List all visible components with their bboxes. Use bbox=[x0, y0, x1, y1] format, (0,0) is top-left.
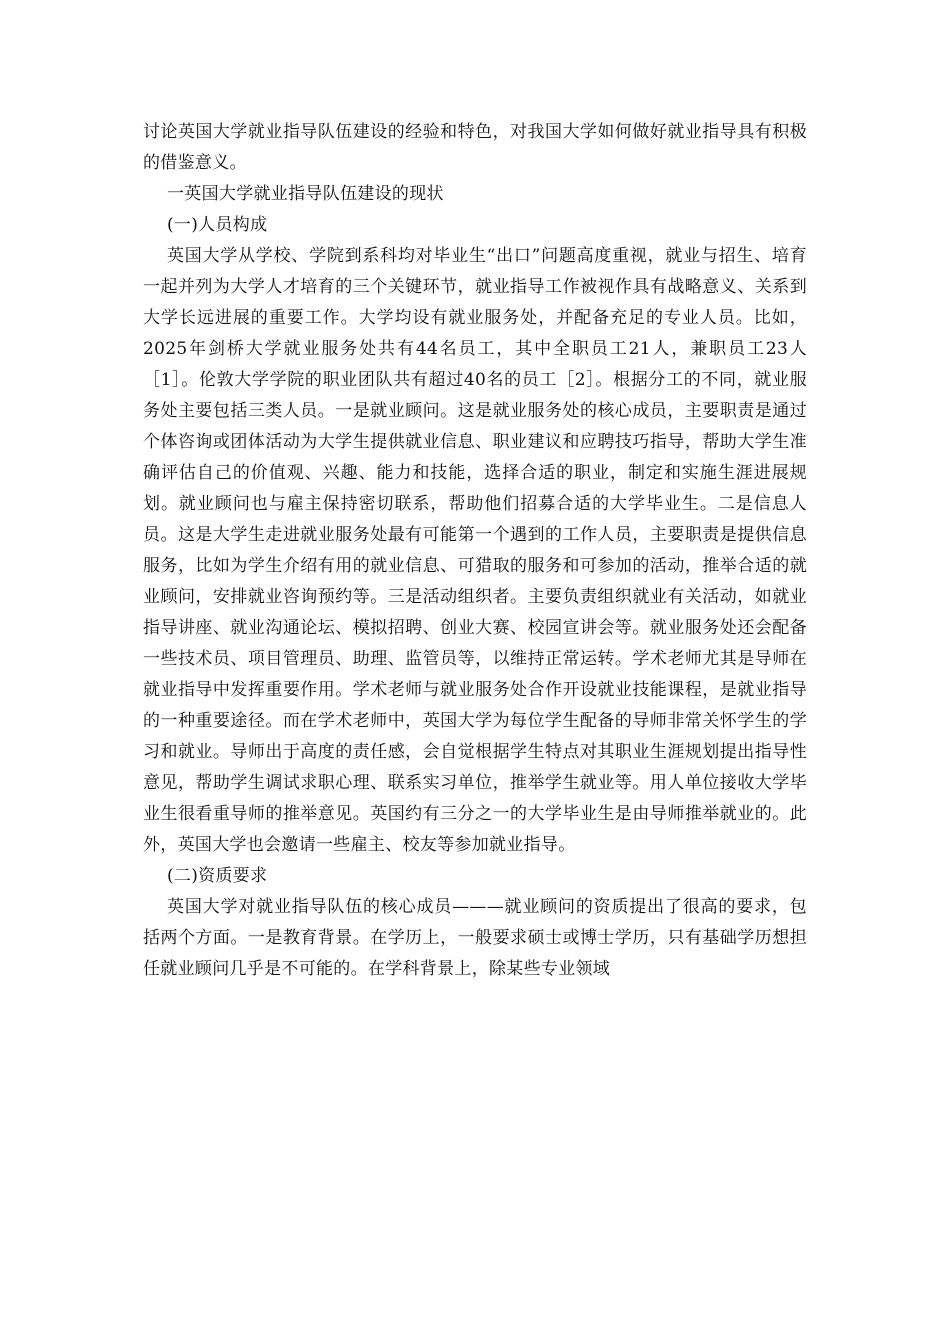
document-body bbox=[143, 117, 807, 985]
intro-paragraph-end: 讨论英国大学就业指导队伍建设的经验和特色，对我国大学如何做好就业指导具有积极的借鉴意义。 bbox=[143, 122, 807, 173]
body-paragraph-staffing: 英国大学从学校、学院到系科均对毕业生“出口”问题高度重视，就业与招生、培育一起并列为大学人才培育的三个关键环节，就业指导工作被视作具有战略意义、关系到大学长远进展的重要工作。大学均设有就业服务处，并配备充足的专业人员。比如，2025年剑桥大学就业服务处共有44名员工，其中全职员工21人，兼职员工23人［1］。伦敦大学学院的职业团队共有超过40名的员工［2］。根据分工的不同，就业服务处主要包括三类人员。一是就业顾问。这是就业服务处的核心成员，主要职责是通过个体咨询或团体活动为大学生提供就业信息、职业建议和应聘技巧指导，帮助大学生准确评估自己的价值观、兴趣、能力和技能，选择合适的职业，制定和实施生涯进展规划。就业顾问也与雇主保持密切联系，帮助他们招募合适的大学毕业生。二是信息人员。这是大学生走进就业服务处最有可能第一个遇到的工作人员，主要职责是提供信息服务，比如为学生介绍有用的就业信息、可猎取的服务和可参加的活动，推举合适的就业顾问，安排就业咨询预约等。三是活动组织者。主要负责组织就业有关活动，如就业指导讲座、就业沟通论坛、模拟招聘、创业大赛、校园宣讲会等。就业服务处还会配备一些技术员、项目管理员、助理、监管员等，以维持正常运转。学术老师尤其是导师在就业指导中发挥重要作用。学术老师与就业服务处合作开设就业技能课程，是就业指导的一种重要途径。而在学术老师中，英国大学为每位学生配备的导师非常关怀学生的学习和就业。导师出于高度的责任感，会自觉根据学生特点对其职业生涯规划提出指导性意见，帮助学生调试求职心理、联系实习单位，推举学生就业等。用人单位接收大学毕业生很看重导师的推举意见。英国约有三分之一的大学毕业生是由导师推举就业的。此外，英国大学也会邀请一些雇主、校友等参加就业指导。 bbox=[143, 246, 807, 855]
subsection-heading-qualifications: (二)资质要求 bbox=[167, 866, 268, 886]
subsection-heading-staffing: (一)人员构成 bbox=[167, 215, 268, 235]
body-paragraph-qualifications: 英国大学对就业指导队伍的核心成员———就业顾问的资质提出了很高的要求，包括两个方面。一是教育背景。在学历上，一般要求硕士或博士学历，只有基础学历想担任就业顾问几乎是不可能的。在学科背景上，除某些专业领域 bbox=[143, 897, 807, 979]
section-heading: 一英国大学就业指导队伍建设的现状 bbox=[167, 184, 444, 204]
